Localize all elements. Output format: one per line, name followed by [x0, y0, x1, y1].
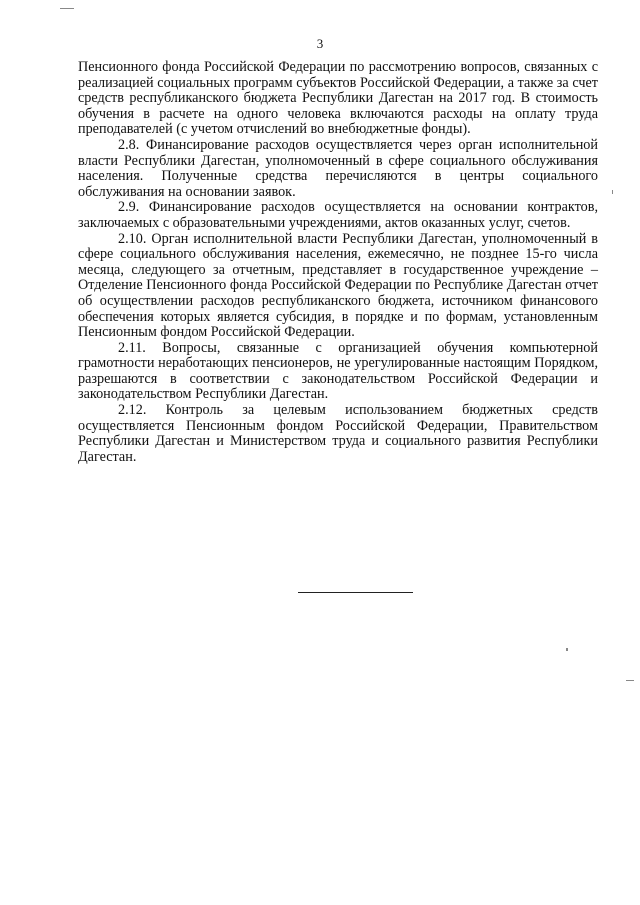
end-divider-line: [298, 592, 413, 593]
paragraph-continued: Пенсионного фонда Российской Федерации по рассмотрению вопросов, связанных с реализацией социальных программ субъектов Российской Федерации, а также за счет средств республиканского бюджета Республики Дагестан на 2017 год. В стоимость обучения в расчете на одного человека включаются расходы на оплату труда преподавателей (с учетом отчислений во внебюджетные фонды).: [78, 59, 598, 138]
paragraph-2-11: 2.11. Вопросы, связанные с организацией обучения компьютерной грамотности неработающих пенсионеров, не урегулированные настоящим Порядком, разрешаются в соответствии с законодательством Российской Федерации и законодательством Республики Дагестан.: [78, 339, 598, 403]
document-body: [78, 60, 598, 465]
paragraph-2-12: 2.12. Контроль за целевым использованием бюджетных средств осуществляется Пенсионным фондом Российской Федерации, Правительством Республики Дагестан и Министерством труда и социального развития Республики Дагестан.: [78, 402, 598, 465]
scan-artifact-mark: [60, 8, 74, 9]
paragraph-2-9: 2.9. Финансирование расходов осуществляется на основании контрактов, заключаемых с образовательными учреждениями, актов оказанных услуг, счетов.: [78, 199, 598, 231]
scan-artifact-mark: [566, 648, 568, 651]
page-number: 3: [316, 36, 324, 51]
scan-artifact-mark: [626, 680, 634, 681]
paragraph-2-8: 2.8. Финансирование расходов осуществляется через орган исполнительной власти Республики Дагестан, уполномоченный в сфере социального обслуживания населения. Полученные средства перечисляются в центры социального обслуживания на основании заявок.: [78, 136, 598, 200]
scan-artifact-mark: [612, 190, 613, 194]
paragraph-2-10: 2.10. Орган исполнительной власти Республики Дагестан, уполномоченный в сфере социального обслуживания населения, ежемесячно, не позднее 15-го числа месяца, следующего за отчетным, представляет в государственное учреждение – Отделение Пенсионного фонда Российской Федерации по Республике Дагестан отчет об осуществлении расходов республиканского бюджета, источником финансового обеспечения которых является субсидия, в порядке и по формам, установленным Пенсионным фондом Российской Федерации.: [78, 230, 598, 341]
